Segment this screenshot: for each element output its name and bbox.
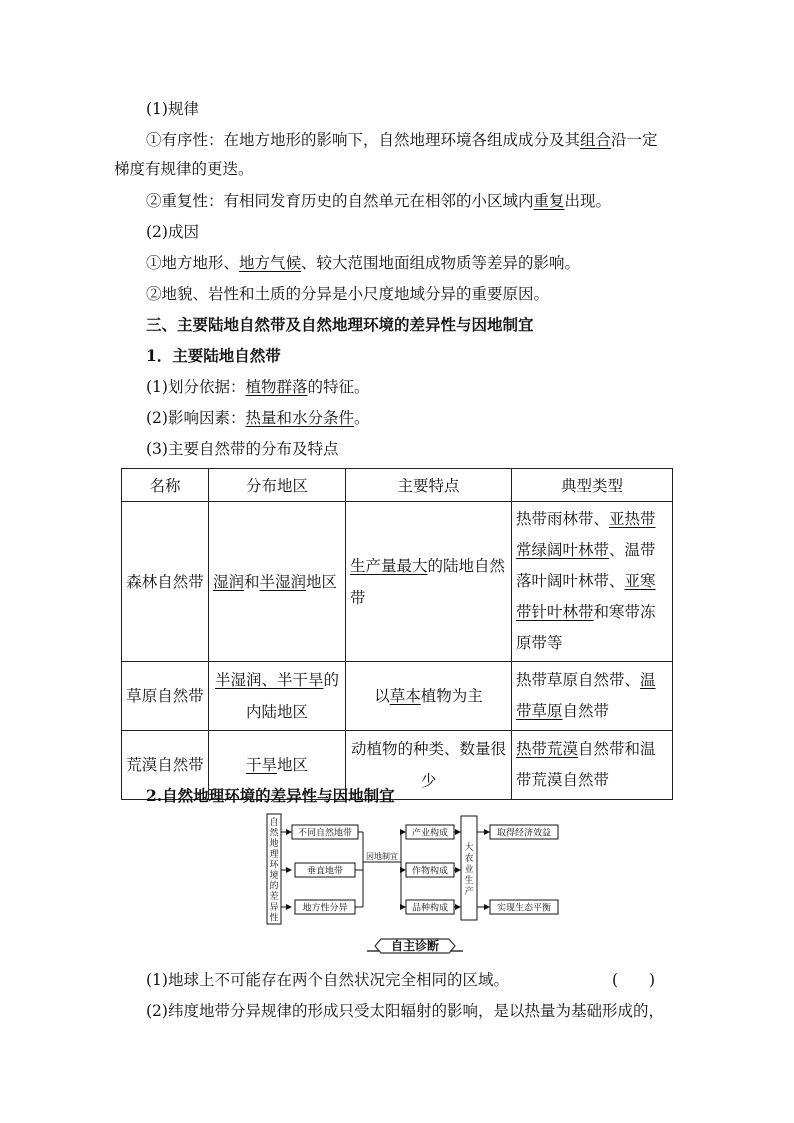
distribution-heading: (3)主要自然带的分布及特点 (146, 440, 339, 458)
cause-heading: (2)成因 (146, 223, 199, 241)
rule-item-order: ①有序性：在地方地形的影响下，自然地理环境各组成成分及其组合沿一定 (146, 131, 658, 149)
answer-paren[interactable]: ( ) (612, 971, 656, 989)
diagram-agri-label: 大农业生产 (464, 843, 474, 897)
cell-feature: 动植物的种类、数量很少 (346, 731, 512, 800)
diagram-text-ecology: 实现生态平衡 (496, 903, 552, 914)
self-diagnosis-label: 自主诊断 (390, 939, 440, 953)
cause-item-1: ①地方地形、地方气候、较大范围地面组成物质等差异的影响。 (146, 254, 581, 272)
rule-item-repeat: ②重复性：有相同发育历史的自然单元在相邻的小区域内重复出现。 (146, 192, 612, 210)
rule-heading: (1)规律 (146, 100, 199, 118)
part3-sub2: 2.自然地理环境的差异性与因地制宜 (146, 786, 395, 805)
cause-item-2: ②地貌、岩性和土质的分异是小尺度地域分异的重要原因。 (146, 285, 550, 303)
factors: (2)影响因素：热量和水分条件。 (146, 409, 370, 427)
diagram-text-economic: 取得经济效益 (496, 828, 552, 839)
cell-types: 热带荒漠自然带和温带荒漠自然带 (512, 731, 673, 800)
rule-item-order-cont: 梯度有规律的更迭。 (114, 160, 254, 178)
cell-feature: 以草本植物为主 (346, 662, 512, 731)
cell-types: 热带雨林带、亚热带常绿阔叶林带、温带落叶阔叶林带、亚寒带针叶林带和寒带冻原带等 (512, 502, 673, 662)
cell-region: 湿润和半湿润地区 (209, 502, 346, 662)
cell-name: 荒漠自然带 (122, 731, 209, 800)
question-2: (2)纬度地带分异规律的形成只受太阳辐射的影响，是以热量为基础形成的， (146, 1002, 664, 1020)
part3-sub1: 1．主要陆地自然带 (146, 346, 281, 365)
table-row (122, 662, 673, 731)
diagram-text-variety: 品种构成 (411, 903, 449, 914)
self-diagnosis-badge (367, 935, 463, 957)
cell-name: 森林自然带 (122, 502, 209, 662)
cell-feature: 生产量最大的陆地自然带 (346, 502, 512, 662)
cell-region: 干旱地区 (209, 731, 346, 800)
table-header-row (122, 469, 673, 502)
diagram-text-industry: 产业构成 (411, 828, 449, 839)
diagram-text-crop: 作物构成 (411, 866, 449, 877)
table-header: 分布地区 (209, 469, 346, 502)
cell-name: 草原自然带 (122, 662, 209, 731)
table-header: 主要特点 (346, 469, 512, 502)
diagram-left-label: 自然地理环境的差异性 (269, 818, 279, 924)
table-row (122, 502, 673, 662)
diagram-center-label: 因地制宜 (366, 852, 398, 861)
cell-region: 半湿润、半干旱的内陆地区 (209, 662, 346, 731)
table-header: 名称 (122, 469, 209, 502)
basis: (1)划分依据：植物群落的特征。 (146, 378, 370, 396)
table-header: 典型类型 (512, 469, 673, 502)
natural-zone-table (121, 468, 673, 800)
diagram-text-vertical: 垂直地带 (306, 866, 344, 877)
cell-types: 热带草原自然带、温带草原自然带 (512, 662, 673, 731)
part3-title: 三、主要陆地自然带及自然地理环境的差异性与因地制宜 (146, 315, 534, 334)
diagram-text-zone: 不同自然地带 (297, 828, 353, 839)
diagram-text-local: 地方性分异 (302, 903, 348, 914)
question-1: (1)地球上不可能存在两个自然状况完全相同的区域。 (146, 971, 509, 989)
flow-diagram (265, 812, 565, 927)
